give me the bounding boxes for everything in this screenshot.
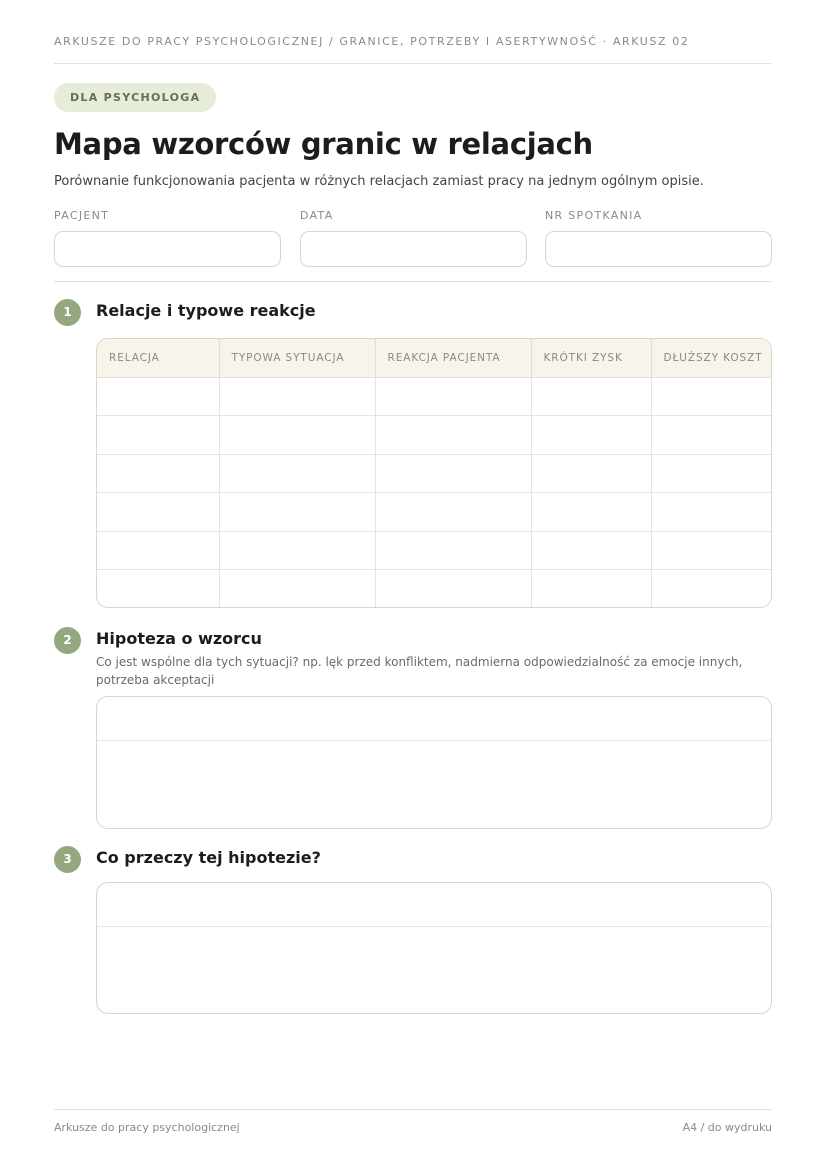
answer-line [97, 926, 771, 927]
table-cell[interactable] [375, 493, 531, 532]
table-cell[interactable] [375, 416, 531, 455]
table-cell[interactable] [375, 531, 531, 570]
table-cell[interactable] [375, 454, 531, 493]
footer-left-text: Arkusze do pracy psychologicznej [54, 1121, 240, 1134]
column-header-typical-situation: TYPOWA SYTUACJA [219, 339, 375, 377]
column-header-long-cost: DŁUŻSZY KOSZT [651, 339, 772, 377]
patient-label: PACJENT [54, 209, 110, 222]
relations-table [96, 338, 772, 608]
table-row [97, 454, 772, 493]
table-cell[interactable] [651, 416, 772, 455]
date-field[interactable] [300, 231, 527, 267]
table-cell[interactable] [651, 377, 772, 416]
table-cell[interactable] [375, 377, 531, 416]
document-header: ARKUSZE DO PRACY PSYCHOLOGICZNEJ / GRANICE, POTRZEBY I ASERTYWNOŚĆ · ARKUSZ 02 [54, 35, 690, 48]
table-cell[interactable] [219, 454, 375, 493]
table-cell[interactable] [531, 377, 651, 416]
table-cell[interactable] [97, 377, 219, 416]
hypothesis-answer-box[interactable] [96, 696, 772, 829]
date-label: DATA [300, 209, 334, 222]
table-row [97, 531, 772, 570]
footer-right-text: A4 / do wydruku [682, 1121, 772, 1134]
table-cell[interactable] [531, 454, 651, 493]
table-row [97, 493, 772, 532]
section-divider [54, 281, 772, 282]
counter-evidence-answer-box[interactable] [96, 882, 772, 1014]
table-cell[interactable] [219, 493, 375, 532]
section-title-hypothesis: Hipoteza o wzorcu [96, 629, 262, 648]
table-cell[interactable] [97, 570, 219, 609]
table-row [97, 416, 772, 455]
table-cell[interactable] [531, 416, 651, 455]
header-divider [54, 63, 772, 64]
section-number-3: 3 [54, 846, 81, 873]
table-cell[interactable] [97, 531, 219, 570]
session-number-field[interactable] [545, 231, 772, 267]
section-title-relations: Relacje i typowe reakcje [96, 301, 316, 320]
patient-field[interactable] [54, 231, 281, 267]
table-cell[interactable] [97, 416, 219, 455]
column-header-relation: RELACJA [97, 339, 219, 377]
section-title-counter-evidence: Co przeczy tej hipotezie? [96, 848, 321, 867]
section-number-2: 2 [54, 627, 81, 654]
answer-line [97, 740, 771, 741]
table-cell[interactable] [651, 531, 772, 570]
table-row [97, 570, 772, 609]
page-subtitle: Porównanie funkcjonowania pacjenta w różnych relacjach zamiast pracy na jednym ogólnym opisie. [54, 174, 704, 189]
table-cell[interactable] [219, 416, 375, 455]
footer-divider [54, 1109, 772, 1110]
table-cell[interactable] [375, 570, 531, 609]
session-number-label: NR SPOTKANIA [545, 209, 643, 222]
column-header-patient-reaction: REAKCJA PACJENTA [375, 339, 531, 377]
table-cell[interactable] [651, 493, 772, 532]
audience-badge: DLA PSYCHOLOGA [54, 83, 216, 112]
page-title: Mapa wzorców granic w relacjach [54, 127, 593, 161]
table-cell[interactable] [531, 493, 651, 532]
section-hint-hypothesis: Co jest wspólne dla tych sytuacji? np. lęk przed konfliktem, nadmierna odpowiedzialność za emocje innych, potrzeba akceptacji [96, 655, 743, 687]
table-cell[interactable] [651, 570, 772, 609]
table-cell[interactable] [219, 570, 375, 609]
table-cell[interactable] [651, 454, 772, 493]
table-cell[interactable] [531, 531, 651, 570]
table-cell[interactable] [97, 454, 219, 493]
table-cell[interactable] [97, 493, 219, 532]
table-row [97, 377, 772, 416]
table-cell[interactable] [531, 570, 651, 609]
section-number-1: 1 [54, 299, 81, 326]
table-cell[interactable] [219, 531, 375, 570]
column-header-short-gain: KRÓTKI ZYSK [531, 339, 651, 377]
table-cell[interactable] [219, 377, 375, 416]
